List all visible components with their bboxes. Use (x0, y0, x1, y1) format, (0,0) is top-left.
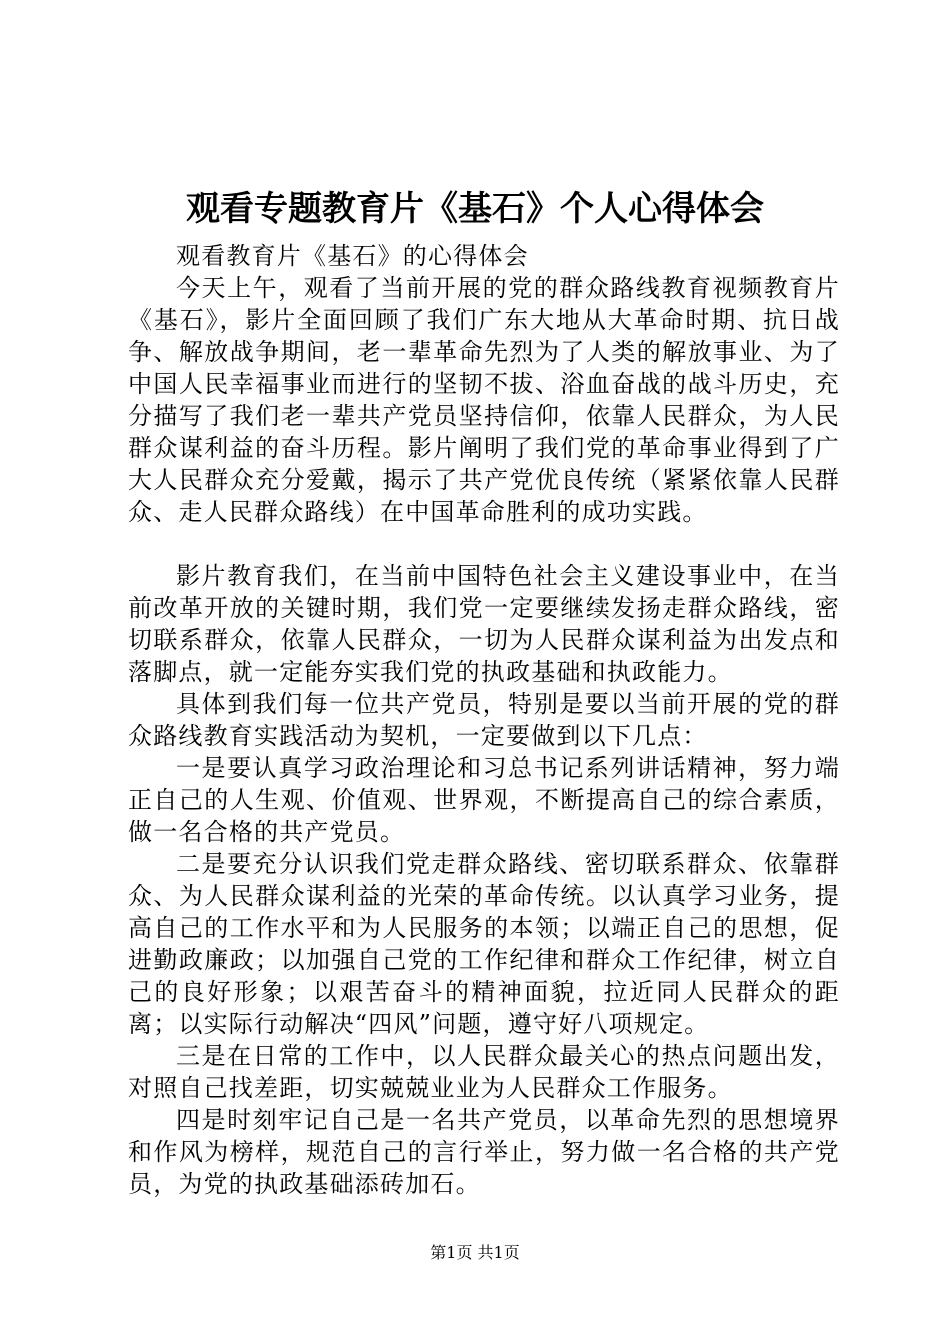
body-paragraph-4: 一是要认真学习政治理论和习总书记系列讲话精神，努力端正自己的人生观、价值观、世界观，不断提高自己的综合素质，做一名合格的共产党员。 (128, 754, 840, 846)
body-paragraph-5: 二是要充分认识我们党走群众路线、密切联系群众、依靠群众、为人民群众谋利益的光荣的革命传统。以认真学习业务，提高自己的工作水平和为人民服务的本领；以端正自己的思想，促进勤政廉政；以加强自己党的工作纪律和群众工作纪律，树立自己的良好形象；以艰苦奋斗的精神面貌，拉近同人民群众的距离；以实际行动解决“四风”问题，遵守好八项规定。 (128, 850, 840, 1038)
body-paragraph-7: 四是时刻牢记自己是一名共产党员，以革命先烈的思想境界和作风为榜样，规范自己的言行举止，努力做一名合格的共产党员，为党的执政基础添砖加石。 (128, 1106, 840, 1198)
body-paragraph-1: 今天上午，观看了当前开展的党的群众路线教育视频教育片《基石》，影片全面回顾了我们广东大地从大革命时期、抗日战争、解放战争期间，老一辈革命先烈为了人类的解放事业、为了中国人民幸福事业而进行的坚韧不拔、浴血奋战的战斗历史，充分描写了我们老一辈共产党员坚持信仰，依靠人民群众，为人民群众谋利益的奋斗历程。影片阐明了我们党的革命事业得到了广大人民群众充分爱戴，揭示了共产党优良传统（紧紧依靠人民群众、走人民群众路线）在中国革命胜利的成功实践。 (128, 274, 840, 526)
body-paragraph-3: 具体到我们每一位共产党员，特别是要以当前开展的党的群众路线教育实践活动为契机，一定要做到以下几点： (128, 690, 840, 750)
subtitle-paragraph: 观看教育片《基石》的心得体会 (176, 242, 529, 270)
page-footer: 第1页 共1页 (430, 1243, 520, 1262)
body-paragraph-6: 三是在日常的工作中，以人民群众最关心的热点问题出发，对照自己找差距，切实兢兢业业为人民群众工作服务。 (128, 1042, 840, 1102)
document-title: 观看专题教育片《基石》个人心得体会 (186, 189, 764, 229)
document-body (128, 240, 840, 1200)
body-paragraph-2: 影片教育我们，在当前中国特色社会主义建设事业中，在当前改革开放的关键时期，我们党一定要继续发扬走群众路线，密切联系群众，依靠人民群众，一切为人民群众谋利益为出发点和落脚点，就一定能夯实我们党的执政基础和执政能力。 (128, 562, 840, 686)
